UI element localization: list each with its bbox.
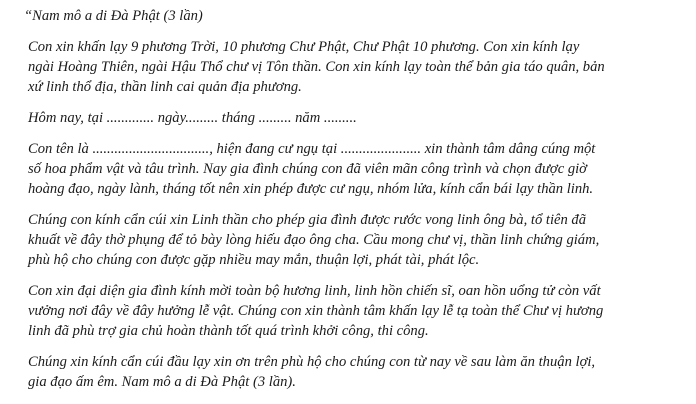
text-line: Chúng xin kính cẩn cúi đầu lạy xin ơn trên phù hộ cho chúng con từ nay về sau làm ăn thuận lợi,	[28, 354, 596, 370]
paragraph-invocation	[28, 37, 696, 97]
text-line: Chúng con kính cẩn cúi xin Linh thần cho phép gia đình được rước vong linh ông bà, tổ tiên đã	[28, 212, 587, 228]
text-line: phù hộ cho chúng con được gặp nhiều may mắn, thuận lợi, phát tài, phát lộc.	[28, 252, 480, 268]
text-line: Con xin đại diện gia đình kính mời toàn bộ hương linh, linh hồn chiến sĩ, oan hồn uổng tử còn vất	[28, 283, 601, 299]
text-line: khuất về đây thờ phụng để tỏ bày lòng hiếu đạo ông cha. Cầu mong chư vị, thần linh chứng giám,	[28, 232, 600, 248]
paragraph-date	[28, 108, 696, 128]
text-line: Con tên là ................................, hiện đang cư ngụ tại ...................... xin thành tâm dâng cúng một	[28, 141, 596, 157]
text-line: linh đã phù trợ gia chủ hoàn thành tốt quá trình khởi công, thi công.	[28, 323, 429, 339]
text-line: Con xin khấn lạy 9 phương Trời, 10 phương Chư Phật, Chư Phật 10 phương. Con xin kính lạy	[28, 39, 580, 55]
text-line: “Nam mô a di Đà Phật (3 lần)	[24, 8, 203, 24]
text-line: Hôm nay, tại ............. ngày......... tháng ......... năm .........	[28, 110, 357, 126]
text-line: vưởng nơi đây về đây hưởng lễ vật. Chúng con xin thành tâm khấn lạy lễ tạ toàn thể Chư vị hương	[28, 303, 604, 319]
paragraph-opening	[24, 6, 696, 26]
text-line: ngài Hoàng Thiên, ngài Hậu Thổ chư vị Tôn thần. Con xin kính lạy toàn thể bản gia táo quân, bản	[28, 59, 605, 75]
paragraph-spirits	[28, 281, 696, 341]
text-line: gia đạo ấm êm. Nam mô a di Đà Phật (3 lần).	[28, 374, 296, 390]
text-line: số hoa phẩm vật và tâu trình. Nay gia đình chúng con đã viên mãn công trình và chọn được giờ	[28, 161, 587, 177]
text-line: hoàng đạo, ngày lành, tháng tốt nên xin phép được cư ngụ, nhóm lửa, kính cẩn bái lạy thần linh.	[28, 181, 594, 197]
paragraph-introduction	[28, 139, 696, 199]
text-line: xứ linh thổ địa, thần linh cai quản địa phương.	[28, 79, 302, 95]
paragraph-ancestors	[28, 210, 696, 270]
paragraph-closing	[28, 352, 696, 392]
